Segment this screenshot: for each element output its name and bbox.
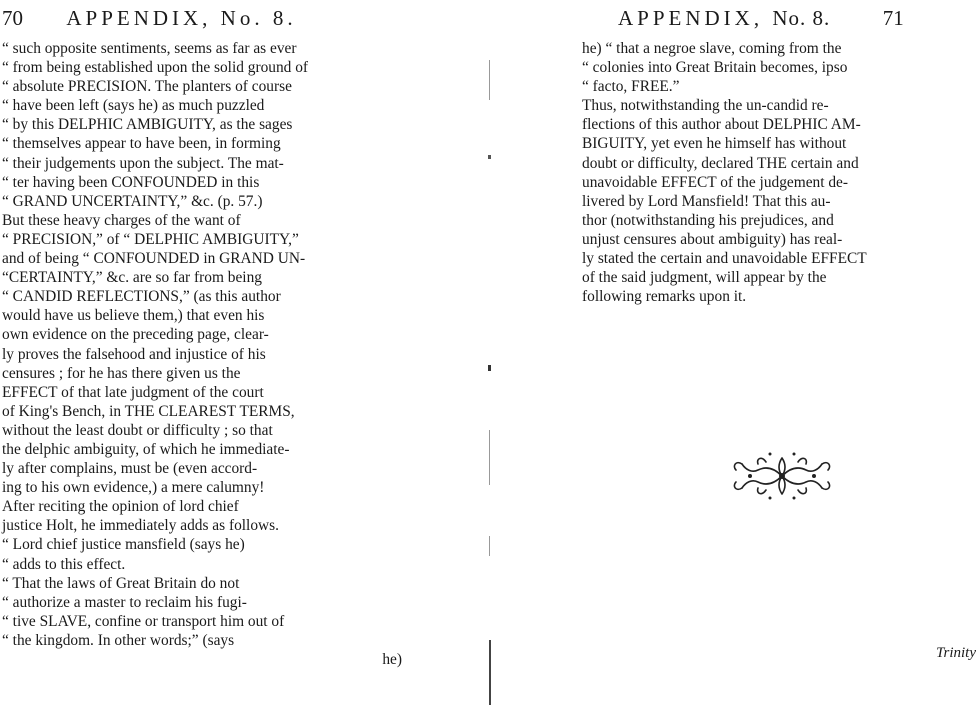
text-line: he) “ that a negroe slave, coming from the [582,40,842,57]
left-page [0,0,488,705]
text-line: “ tive SLAVE, confine or transport him out of [2,612,285,630]
text-line: he) [382,651,402,668]
text-line: justice Holt, he immediately adds as follows. [2,517,279,535]
left-page-number: 70 [2,6,23,30]
text-line: “ the kingdom. In other words;” (says [2,631,235,649]
left-running-head [2,6,297,31]
text-line: “ Lord chief justice mansfield (says he) [2,536,245,554]
text-line: After reciting the opinion of lord chief [2,498,239,516]
text-line: EFFECT of that late judgment of the court [2,383,264,401]
text-line: following remarks upon it. [582,288,747,306]
text-line: Thus, notwithstanding the un-candid re- [582,97,829,115]
text-line: would have us believe them,) that even his [2,307,265,325]
text-line: doubt or difficulty, declared THE certain and [582,154,859,172]
text-line: “ from being established upon the solid ground of [2,59,309,77]
text-line: “ absolute PRECISION. The planters of course [2,78,292,96]
right-text-block [582,39,974,306]
text-line: BIGUITY, yet even he himself has without [582,135,847,153]
text-line: of King's Bench, in THE CLEAREST TERMS, [2,402,295,420]
right-running-head [618,6,904,31]
text-line: livered by Lord Mansfield! That this au- [582,192,831,210]
catchword: Trinity [935,645,976,661]
text-line: censures ; for he has there given us the [2,364,241,382]
right-running-title-number: No. 8. [772,6,831,30]
printer-ornament-icon [722,446,842,506]
text-line: the delphic ambiguity, of which he immediate- [2,440,290,458]
text-line: own evidence on the preceding page, clear- [2,326,269,344]
text-line: “ their judgements upon the subject. The mat- [2,154,284,172]
right-page [492,0,980,705]
text-line: “ GRAND UNCERTAINTY,” &c. (p. 57.) [2,192,263,210]
text-line: “ That the laws of Great Britain do not [2,574,240,592]
right-running-title: APPENDIX, [618,6,764,30]
text-line: of the said judgment, will appear by the [582,269,827,287]
right-page-number: 71 [882,6,904,30]
text-line: ly after complains, must be (even accord- [2,460,258,478]
text-line: “ by this DELPHIC AMBIGUITY, as the sages [2,116,293,134]
text-line: thor (notwithstanding his prejudices, and [582,211,834,229]
text-line: “ authorize a master to reclaim his fugi- [2,593,247,611]
text-line: ing to his own evidence,) a mere calumny! [2,479,265,497]
text-line: “ have been left (says he) as much puzzled [2,97,265,115]
text-line: “ facto, FREE.” [582,78,680,96]
text-line: unavoidable EFFECT of the judgement de- [582,173,849,191]
text-line: “ ter having been CONFOUNDED in this [2,173,260,191]
text-line: and of being “ CONFOUNDED in GRAND UN- [2,250,306,268]
text-line: But these heavy charges of the want of [2,211,241,229]
text-line: “ such opposite sentiments, seems as far as ever [2,40,297,57]
text-line: flections of this author about DELPHIC AM- [582,116,861,134]
text-line: without the least doubt or difficulty ; so that [2,421,273,439]
text-line: ly stated the certain and unavoidable EFFECT [582,250,867,268]
left-text-block [2,39,402,669]
left-running-title: APPENDIX, No. 8. [66,6,297,30]
text-line: “CERTAINTY,” &c. are so far from being [2,269,262,287]
text-line: “ adds to this effect. [2,555,126,573]
text-line: “ CANDID REFLECTIONS,” (as this author [2,288,281,306]
text-line: unjust censures about ambiguity) has real- [582,230,843,248]
text-line: ly proves the falsehood and injustice of his [2,345,266,363]
text-line: “ themselves appear to have been, in forming [2,135,281,153]
text-line: “ PRECISION,” of “ DELPHIC AMBIGUITY,” [2,230,299,248]
text-line: “ colonies into Great Britain becomes, ipso [582,59,848,77]
